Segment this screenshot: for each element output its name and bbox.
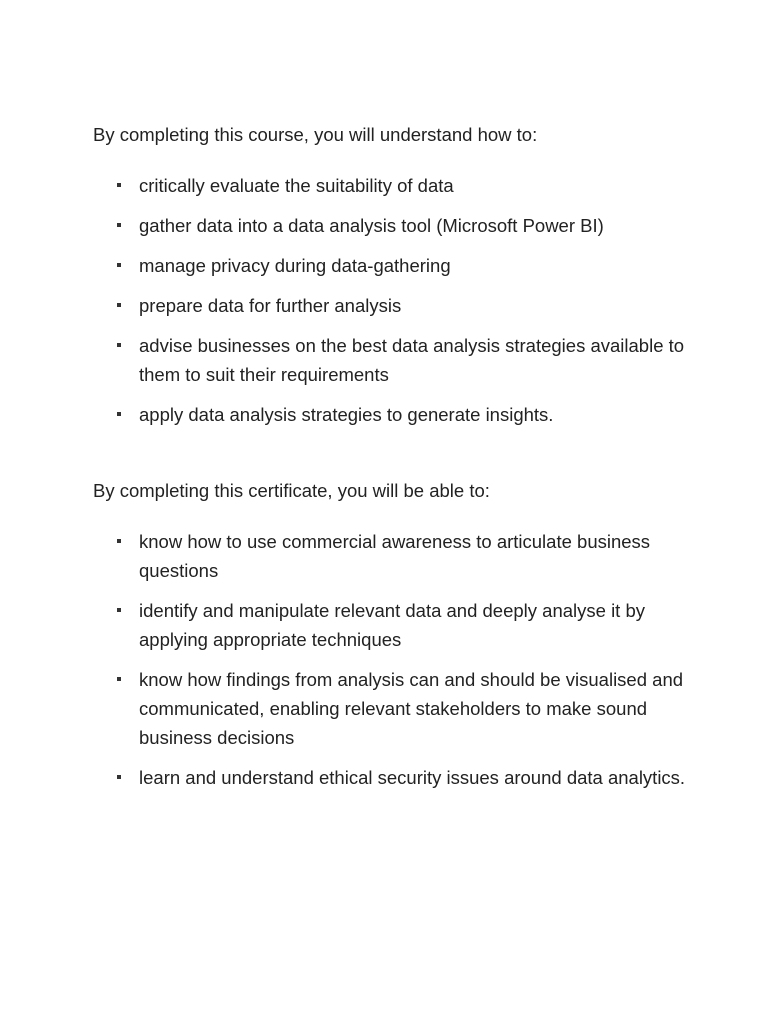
- list-item: [93, 763, 693, 792]
- list-item: [93, 331, 693, 389]
- course-outcomes-list: [93, 171, 693, 429]
- square-bullet-icon: [117, 303, 121, 307]
- document-page: [93, 121, 693, 803]
- list-item-text: know how findings from analysis can and should be visualised and communicated, enabling relevant stakeholders to make sound business decisions: [139, 669, 689, 748]
- list-item: [93, 527, 693, 585]
- square-bullet-icon: [117, 183, 121, 187]
- certificate-outcomes-section: [93, 477, 693, 792]
- list-item-text: know how to use commercial awareness to articulate business questions: [139, 531, 656, 581]
- course-intro: By completing this course, you will understand how to:: [93, 124, 538, 145]
- square-bullet-icon: [117, 539, 121, 543]
- list-item-text: manage privacy during data-gathering: [139, 255, 451, 276]
- list-item-text: apply data analysis strategies to generate insights.: [139, 404, 554, 425]
- list-item: [93, 171, 693, 200]
- square-bullet-icon: [117, 412, 121, 416]
- list-item: [93, 251, 693, 280]
- list-item: [93, 211, 693, 240]
- square-bullet-icon: [117, 775, 121, 779]
- square-bullet-icon: [117, 223, 121, 227]
- list-item-text: identify and manipulate relevant data and deeply analyse it by applying appropriate techniques: [139, 600, 651, 650]
- certificate-outcomes-list: [93, 527, 693, 792]
- list-item-text: learn and understand ethical security issues around data analytics.: [139, 767, 686, 788]
- square-bullet-icon: [117, 343, 121, 347]
- list-item-text: critically evaluate the suitability of data: [139, 175, 454, 196]
- list-item: [93, 596, 693, 654]
- list-item: [93, 665, 693, 752]
- list-item-text: advise businesses on the best data analysis strategies available to them to suit their requirements: [139, 335, 695, 385]
- square-bullet-icon: [117, 677, 121, 681]
- certificate-intro: By completing this certificate, you will be able to:: [93, 480, 490, 501]
- list-item-text: gather data into a data analysis tool (Microsoft Power BI): [139, 215, 604, 236]
- square-bullet-icon: [117, 608, 121, 612]
- list-item-text: prepare data for further analysis: [139, 295, 402, 316]
- course-outcomes-section: [93, 121, 693, 429]
- list-item: [93, 400, 693, 429]
- list-item: [93, 291, 693, 320]
- square-bullet-icon: [117, 263, 121, 267]
